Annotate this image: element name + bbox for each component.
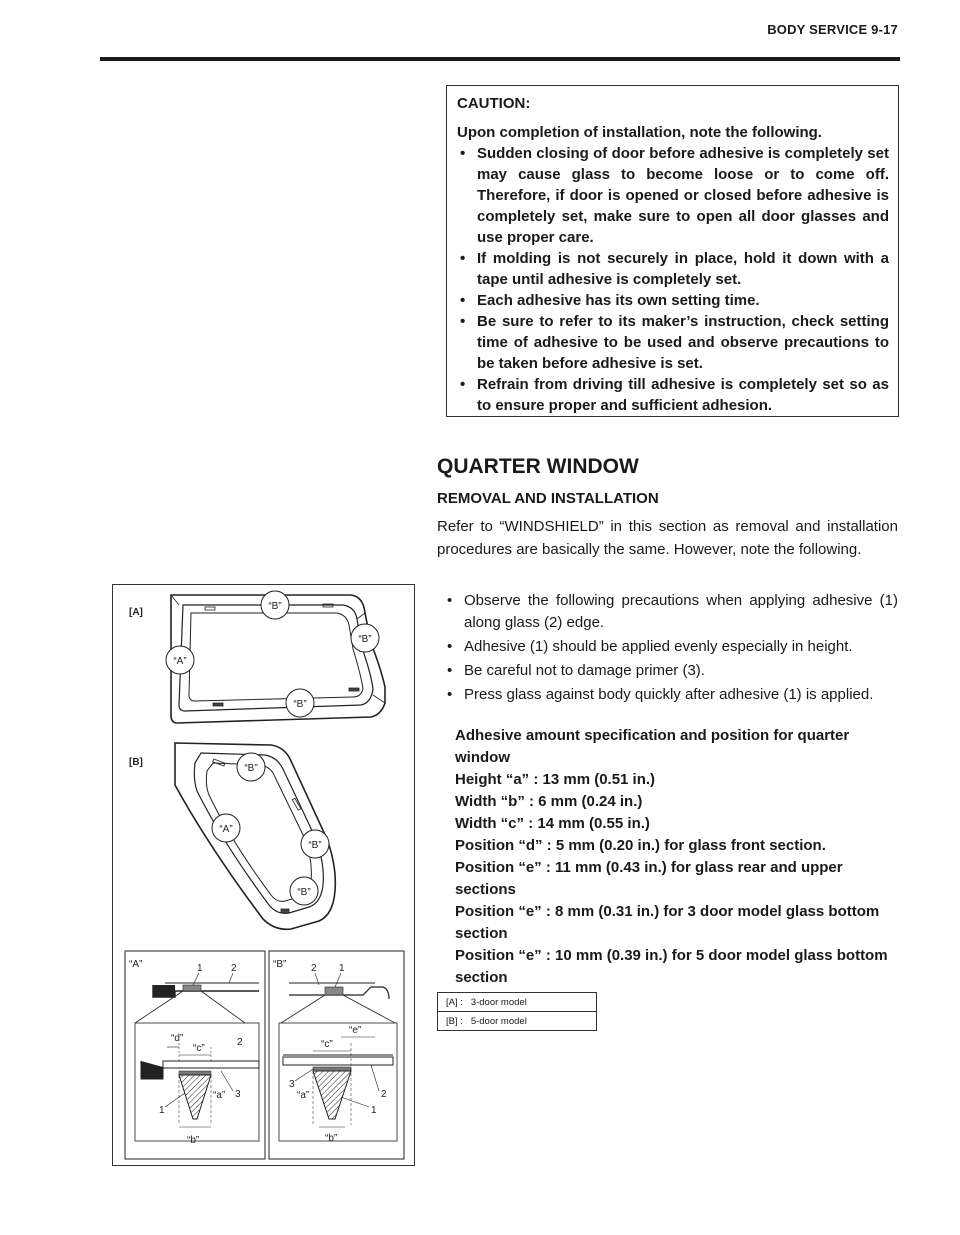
figure-label-b: [B]: [129, 757, 143, 768]
legend-key: [A] :: [446, 996, 463, 1008]
svg-text:“B”: “B”: [268, 601, 282, 612]
svg-text:“B”: “B”: [308, 840, 322, 851]
detail-b: [269, 951, 404, 1159]
callout-a-right: [351, 624, 379, 652]
callout-b-right: [301, 830, 329, 858]
legend-value: 5-door model: [470, 1015, 527, 1027]
detail-a-title: “A”: [129, 959, 143, 970]
spec-line: Position “d” : 5 mm (0.20 in.) for glass front section.: [455, 837, 826, 854]
svg-text:“B”: “B”: [244, 763, 258, 774]
detail-b-title: “B”: [273, 959, 287, 970]
svg-text:“A”: “A”: [173, 656, 187, 667]
svg-text:3: 3: [289, 1079, 295, 1090]
caution-box: [446, 85, 899, 417]
svg-text:“c”: “c”: [193, 1043, 205, 1054]
svg-text:“a”: “a”: [297, 1090, 310, 1101]
svg-text:“B”: “B”: [293, 699, 307, 710]
svg-text:1: 1: [371, 1105, 377, 1116]
spec-line: Position “e” : 10 mm (0.39 in.) for 5 door model glass bottom section: [455, 947, 888, 986]
adhesive-spec: [455, 725, 895, 989]
figure-label-a: [A]: [129, 607, 143, 618]
caution-intro: Upon completion of installation, note the following.: [457, 124, 822, 141]
svg-text:“e”: “e”: [349, 1025, 362, 1036]
spec-line: Position “e” : 8 mm (0.31 in.) for 3 door model glass bottom section: [455, 903, 880, 942]
callout-a-bottom: [286, 689, 314, 717]
svg-text:“b”: “b”: [187, 1135, 200, 1146]
spec-line: Width “c” : 14 mm (0.55 in.): [455, 815, 650, 832]
precaution-list: [446, 590, 898, 708]
svg-text:1: 1: [197, 963, 203, 974]
caution-item: • Refrain from driving till adhesive is completely set so as to ensure proper and sufficient adhesion.: [457, 374, 889, 416]
callout-a-top: [261, 591, 289, 619]
callout-a-left: [166, 646, 194, 674]
svg-text:“B”: “B”: [297, 887, 311, 898]
svg-text:1: 1: [159, 1105, 165, 1116]
svg-text:3: 3: [235, 1089, 241, 1100]
svg-text:“a”: “a”: [213, 1090, 226, 1101]
legend-cell: [438, 1012, 597, 1031]
precaution-item: • Observe the following precautions when applying adhesive (1) along glass (2) edge.: [446, 590, 898, 634]
spec-line: Position “e” : 11 mm (0.43 in.) for glass rear and upper sections: [455, 859, 843, 898]
caution-item: • Be sure to refer to its maker’s instruction, check setting time of adhesive to be used and observe precautions to be taken before adhesive is set.: [457, 311, 889, 374]
svg-text:2: 2: [381, 1089, 387, 1100]
spec-line: Adhesive amount specification and position for quarter window: [455, 727, 850, 766]
page-header-title: BODY SERVICE 9-17: [767, 22, 898, 37]
detail-a: [125, 951, 265, 1159]
figure-svg: [113, 585, 414, 1165]
caution-item: • Sudden closing of door before adhesive is completely set may cause glass to become loose or to come off. Therefore, if door is opened or closed before adhesive is completely set, make sure to open all door glasses and use proper care.: [457, 143, 889, 248]
svg-text:2: 2: [231, 963, 237, 974]
callout-b-bottom: [290, 877, 318, 905]
section-title: QUARTER WINDOW: [437, 455, 639, 478]
spec-line: Width “b” : 6 mm (0.24 in.): [455, 793, 643, 810]
svg-text:2: 2: [237, 1037, 243, 1048]
subsection-title: REMOVAL AND INSTALLATION: [437, 490, 659, 507]
caution-list: [457, 143, 889, 416]
svg-text:2: 2: [311, 963, 317, 974]
legend-row: [438, 1012, 597, 1031]
svg-text:“c”: “c”: [321, 1039, 333, 1050]
svg-text:“b”: “b”: [325, 1133, 338, 1144]
intro-paragraph: Refer to “WINDSHIELD” in this section as removal and installation procedures are basically the same. However, note the following.: [437, 518, 898, 558]
svg-text:“B”: “B”: [358, 634, 372, 645]
callout-b-top: [237, 753, 265, 781]
header-rule: [100, 57, 900, 61]
precaution-item: • Be careful not to damage primer (3).: [446, 660, 898, 682]
quarter-window-figure: [112, 584, 415, 1166]
callout-b-left: [212, 814, 240, 842]
caution-label: CAUTION:: [457, 95, 531, 112]
legend-key: [B] :: [446, 1015, 463, 1027]
svg-text:1: 1: [339, 963, 345, 974]
legend-table: [437, 992, 597, 1031]
legend-cell: [438, 993, 597, 1012]
precaution-item: • Adhesive (1) should be applied evenly especially in height.: [446, 636, 898, 658]
precaution-item: • Press glass against body quickly after adhesive (1) is applied.: [446, 684, 898, 706]
caution-item: • Each adhesive has its own setting time.: [457, 290, 889, 311]
legend-row: [438, 993, 597, 1012]
legend-value: 3-door model: [470, 996, 527, 1008]
svg-text:“A”: “A”: [219, 824, 233, 835]
spec-line: Height “a” : 13 mm (0.51 in.): [455, 771, 656, 788]
svg-text:“d”: “d”: [171, 1033, 184, 1044]
caution-item: • If molding is not securely in place, hold it down with a tape until adhesive is completely set.: [457, 248, 889, 290]
